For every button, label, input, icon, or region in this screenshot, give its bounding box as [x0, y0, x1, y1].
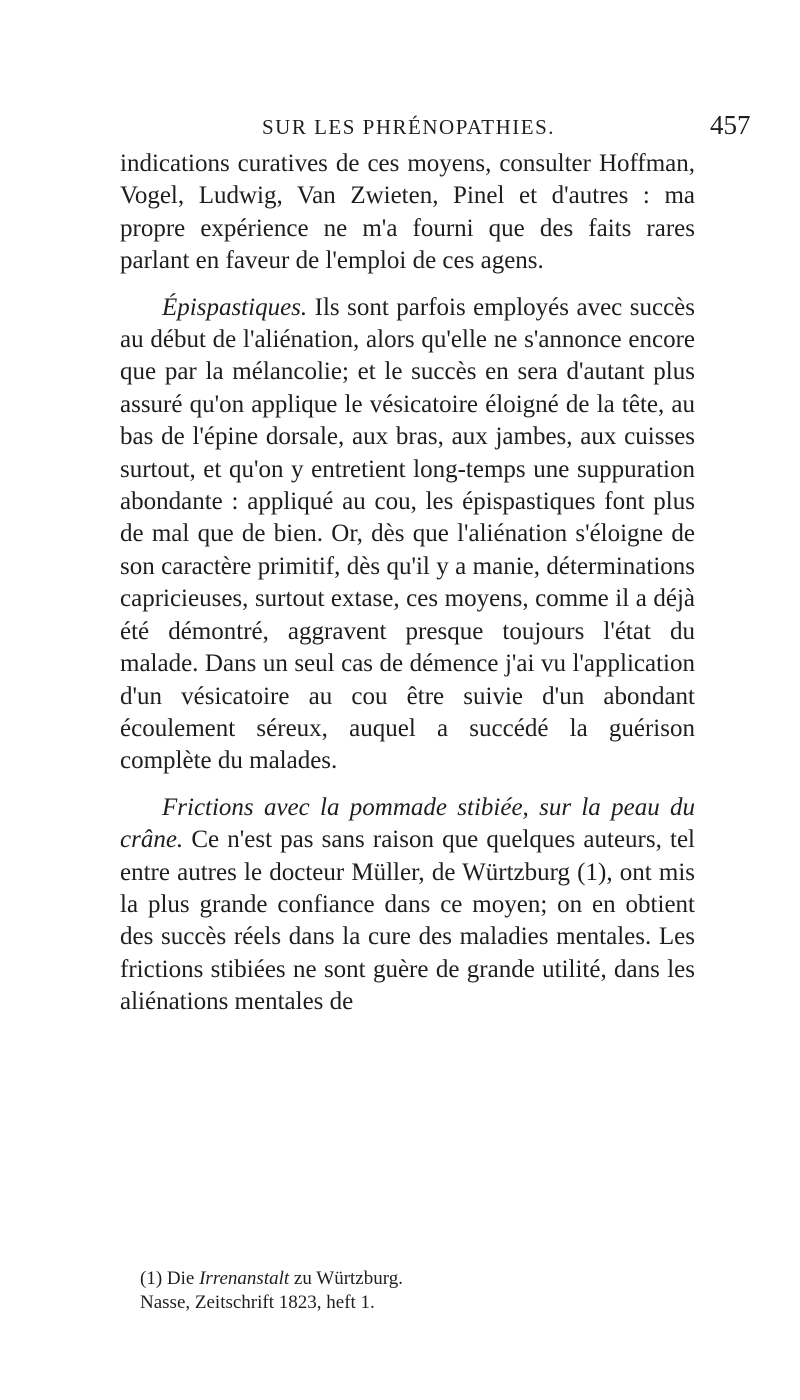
paragraph-epispastiques	[120, 292, 695, 778]
footnote-title: Irrenanstalt	[199, 1268, 290, 1289]
paragraph-text: indications curatives de ces moyens, consulter Hoffman, Vogel, Ludwig, Van Zwieten, Pinel et d'autres : ma propre expérience ne m'a fourni que des faits rares parlant en faveur de l'emploi de ces agens.	[120, 150, 695, 275]
section-heading-epispastiques: Épispastiques.	[162, 293, 308, 321]
paragraph-frictions	[120, 792, 695, 1019]
running-title: SUR LES PHRÉNOPATHIES.	[262, 115, 556, 139]
paragraph-text: Ce n'est pas sans raison que quelques auteurs, tel entre autres le docteur Müller, de Würtzburg (1), ont mis la plus grande confiance dans ce moyen; on en obtient des succès réels dans la cure des maladies mentales. Les frictions stibiées ne sont guère de grande utilité, dans les aliénations mentales de	[120, 826, 695, 1016]
paragraph-continuation	[120, 148, 695, 278]
footnote-marker: (1)	[140, 1268, 163, 1289]
section-heading-frictions: Frictions avec la pommade stibiée, sur la peau du crâne.	[120, 793, 695, 854]
footnote-source: Nasse, Zeitschrift 1823, heft 1.	[140, 1292, 375, 1313]
body-text	[120, 148, 695, 1033]
paragraph-text: Ils sont parfois employés avec succès au début de l'aliénation, alors qu'elle ne s'annonce encore que par la mélancolie; et le succès en sera d'autant plus assuré qu'on applique le vésicatoire éloigné de la tête, au bas de l'épine dorsale, aux bras, aux jambes, aux cuisses surtout, et qu'on y entretient long-temps une suppuration abondante : appliqué au cou, les épispastiques font plus de mal que de bien. Or, dès que l'aliénation s'éloigne de son caractère primitif, dès qu'il y a manie, déterminations capricieuses, surtout extase, ces moyens, comme il a déjà été démontré, aggravent presque toujours l'état du malade. Dans un seul cas de démence j'ai vu l'application d'un vésicatoire au cou être suivie d'un abondant écoulement séreux, auquel a succédé la guérison complète du malades.	[120, 293, 695, 775]
footnote-prefix: Die	[166, 1268, 195, 1289]
page-number: 457	[710, 110, 751, 140]
page-header	[0, 110, 800, 146]
footnote-location: zu Würtzburg.	[293, 1268, 403, 1289]
footnote	[140, 1267, 700, 1315]
